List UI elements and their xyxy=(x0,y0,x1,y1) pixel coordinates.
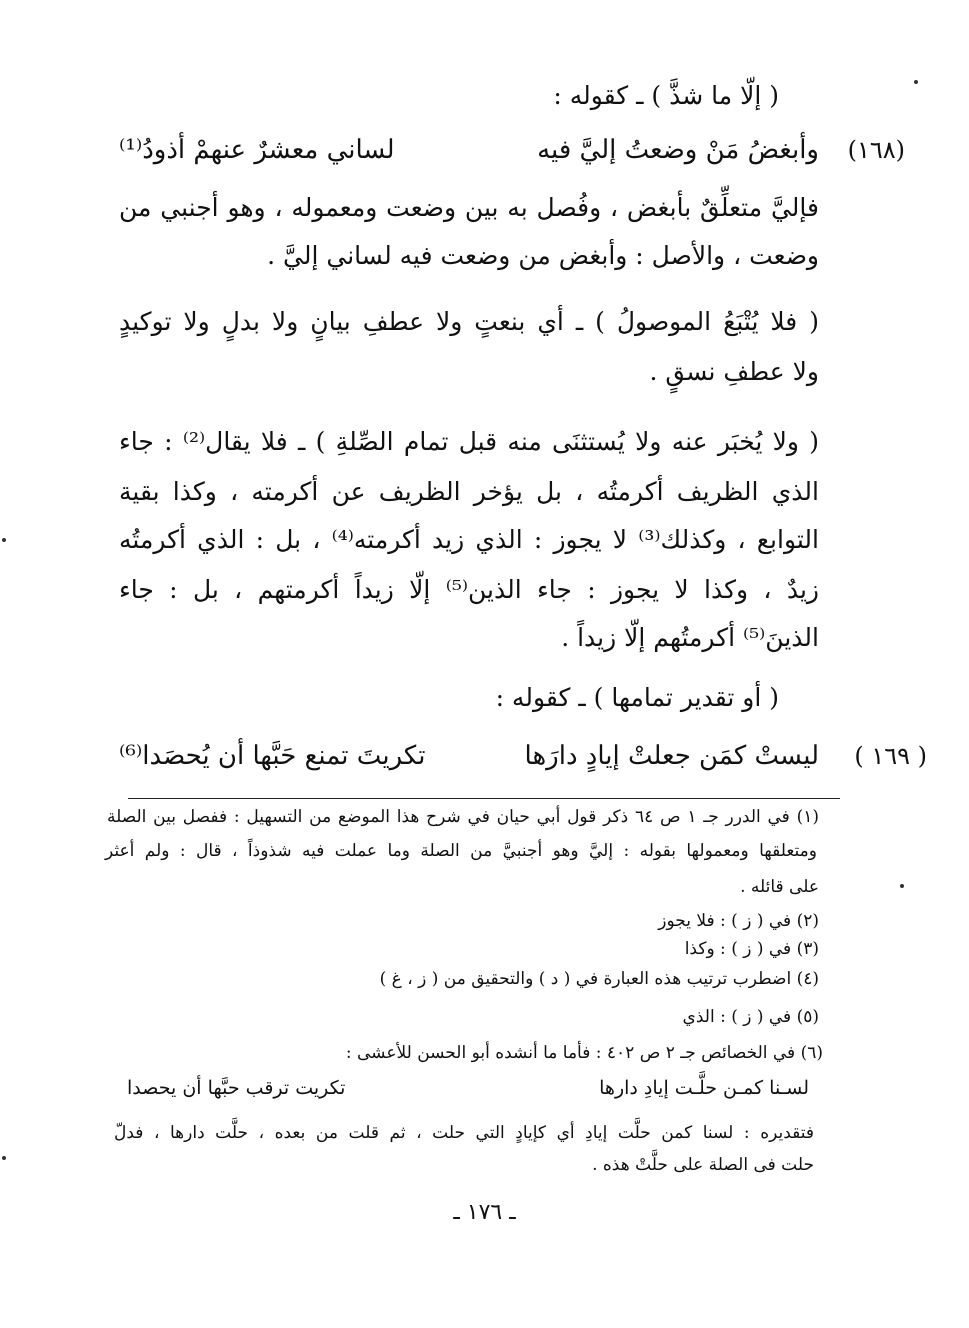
verse-number: ( ١٦٩ ) xyxy=(854,742,927,770)
verse-hemistich: تكريتَ تمنع حَبَّها أن يُحصَدا⁽⁶⁾ xyxy=(119,741,426,771)
verse-line xyxy=(119,128,819,172)
verse-hemistich: ليستْ كمَن جعلتْ إيادٍ دارَها xyxy=(524,741,819,771)
text-line: ولا عطفِ نسقٍ . xyxy=(649,357,819,386)
text-line: ( فلا يُتْبَعُ الموصولُ ) ـ أي بنعتٍ ولا عطفِ بيانٍ ولا بدلٍ ولا توكيدٍ xyxy=(119,307,819,336)
footnote-line: فتقديره : لسنا كمن حلَّت إيادِ أي كإيادٍ التي حلت ، ثم قلت من بعده ، حلَّت دارها ، فدلّ xyxy=(114,1123,814,1143)
footnote-line: ومتعلقها ومعمولها بقوله : إليَّ وهو أجنبيَّ من الصلة وما عملت فيه شذوذاً ، قال : ولم أعثر xyxy=(105,841,817,861)
footnote-line: (٣) في ( ز ) : وكذا xyxy=(684,939,819,959)
footnote-line: (١) في الدرر جـ ١ ص ٦٤ ذكر قول أبي حيان في شرح هذا الموضع من التسهيل : ففصل بين الصلة xyxy=(107,807,819,827)
text-line: ( ولا يُخبَر عنه ولا يُستثنَى منه قبل تمام الصِّلةِ ) ـ فلا يقال⁽²⁾ : جاء xyxy=(119,427,819,456)
footnote-line: على قائله . xyxy=(740,877,819,897)
text-line: الذي الظريف أكرمتُه ، بل يؤخر الظريف عن أكرمته ، وكذا بقية xyxy=(119,477,819,506)
scan-speck xyxy=(2,538,6,542)
footnote-verse xyxy=(127,1072,809,1104)
scan-speck xyxy=(914,80,918,84)
verse-hemistich: لسـنا كمـن حلَّـت إيادِ دارها xyxy=(599,1077,809,1099)
text-line: التوابع ، وكذلك⁽³⁾ لا يجوز : الذي زيد أكرمته⁽⁴⁾ ، بل : الذي أكرمتُه xyxy=(119,525,819,554)
page-number: ـ ١٧٦ ـ xyxy=(453,1200,516,1225)
text-line: ( إلّا ما شذَّ ) ـ كقوله : xyxy=(553,81,779,110)
text-line: فإليَّ متعلِّقٌ بأبغض ، وفُصل به بين وضعت ومعموله ، وهو أجنبي من xyxy=(119,193,819,222)
footnote-line: (٤) اضطرب ترتيب هذه العبارة في ( د ) والتحقيق من ( ز ، غ ) xyxy=(379,969,819,989)
footnote-line: (٥) في ( ز ) : الذي xyxy=(682,1007,819,1027)
verse-hemistich: وأبغضُ مَنْ وضعتُ إليَّ فيه xyxy=(537,135,819,165)
text-line: الذينَ⁽⁵⁾ أكرمتُهم إلّا زيداً . xyxy=(561,623,819,652)
text-line: زيدٌ ، وكذا لا يجوز : جاء الذين⁽⁵⁾ إلّا زيداً أكرمتهم ، بل : جاء xyxy=(119,575,819,604)
text-line: ( أو تقدير تمامها ) ـ كقوله : xyxy=(495,683,779,712)
verse-hemistich: لساني معشرٌ عنهمْ أذودُ⁽¹⁾ xyxy=(119,135,395,165)
footnote-separator xyxy=(128,798,840,799)
footnote-line: (٦) في الخصائص جـ ٢ ص ٤٠٢ : فأما ما أنشده أبو الحسن للأعشى : xyxy=(345,1043,823,1063)
footnote-line: حلت فى الصلة على حلَّتْ هذه . xyxy=(592,1155,814,1175)
verse-line xyxy=(119,734,819,778)
verse-hemistich: تكريت ترقب حبَّها أن يحصدا xyxy=(127,1077,346,1099)
scan-speck xyxy=(900,884,904,888)
footnote-line: (٢) في ( ز ) : فلا يجوز xyxy=(658,911,819,931)
scan-speck xyxy=(2,1156,6,1160)
text-line: وضعت ، والأصل : وأبغض من وضعت فيه لساني إليَّ . xyxy=(267,241,819,270)
verse-number: (١٦٨) xyxy=(847,136,905,164)
